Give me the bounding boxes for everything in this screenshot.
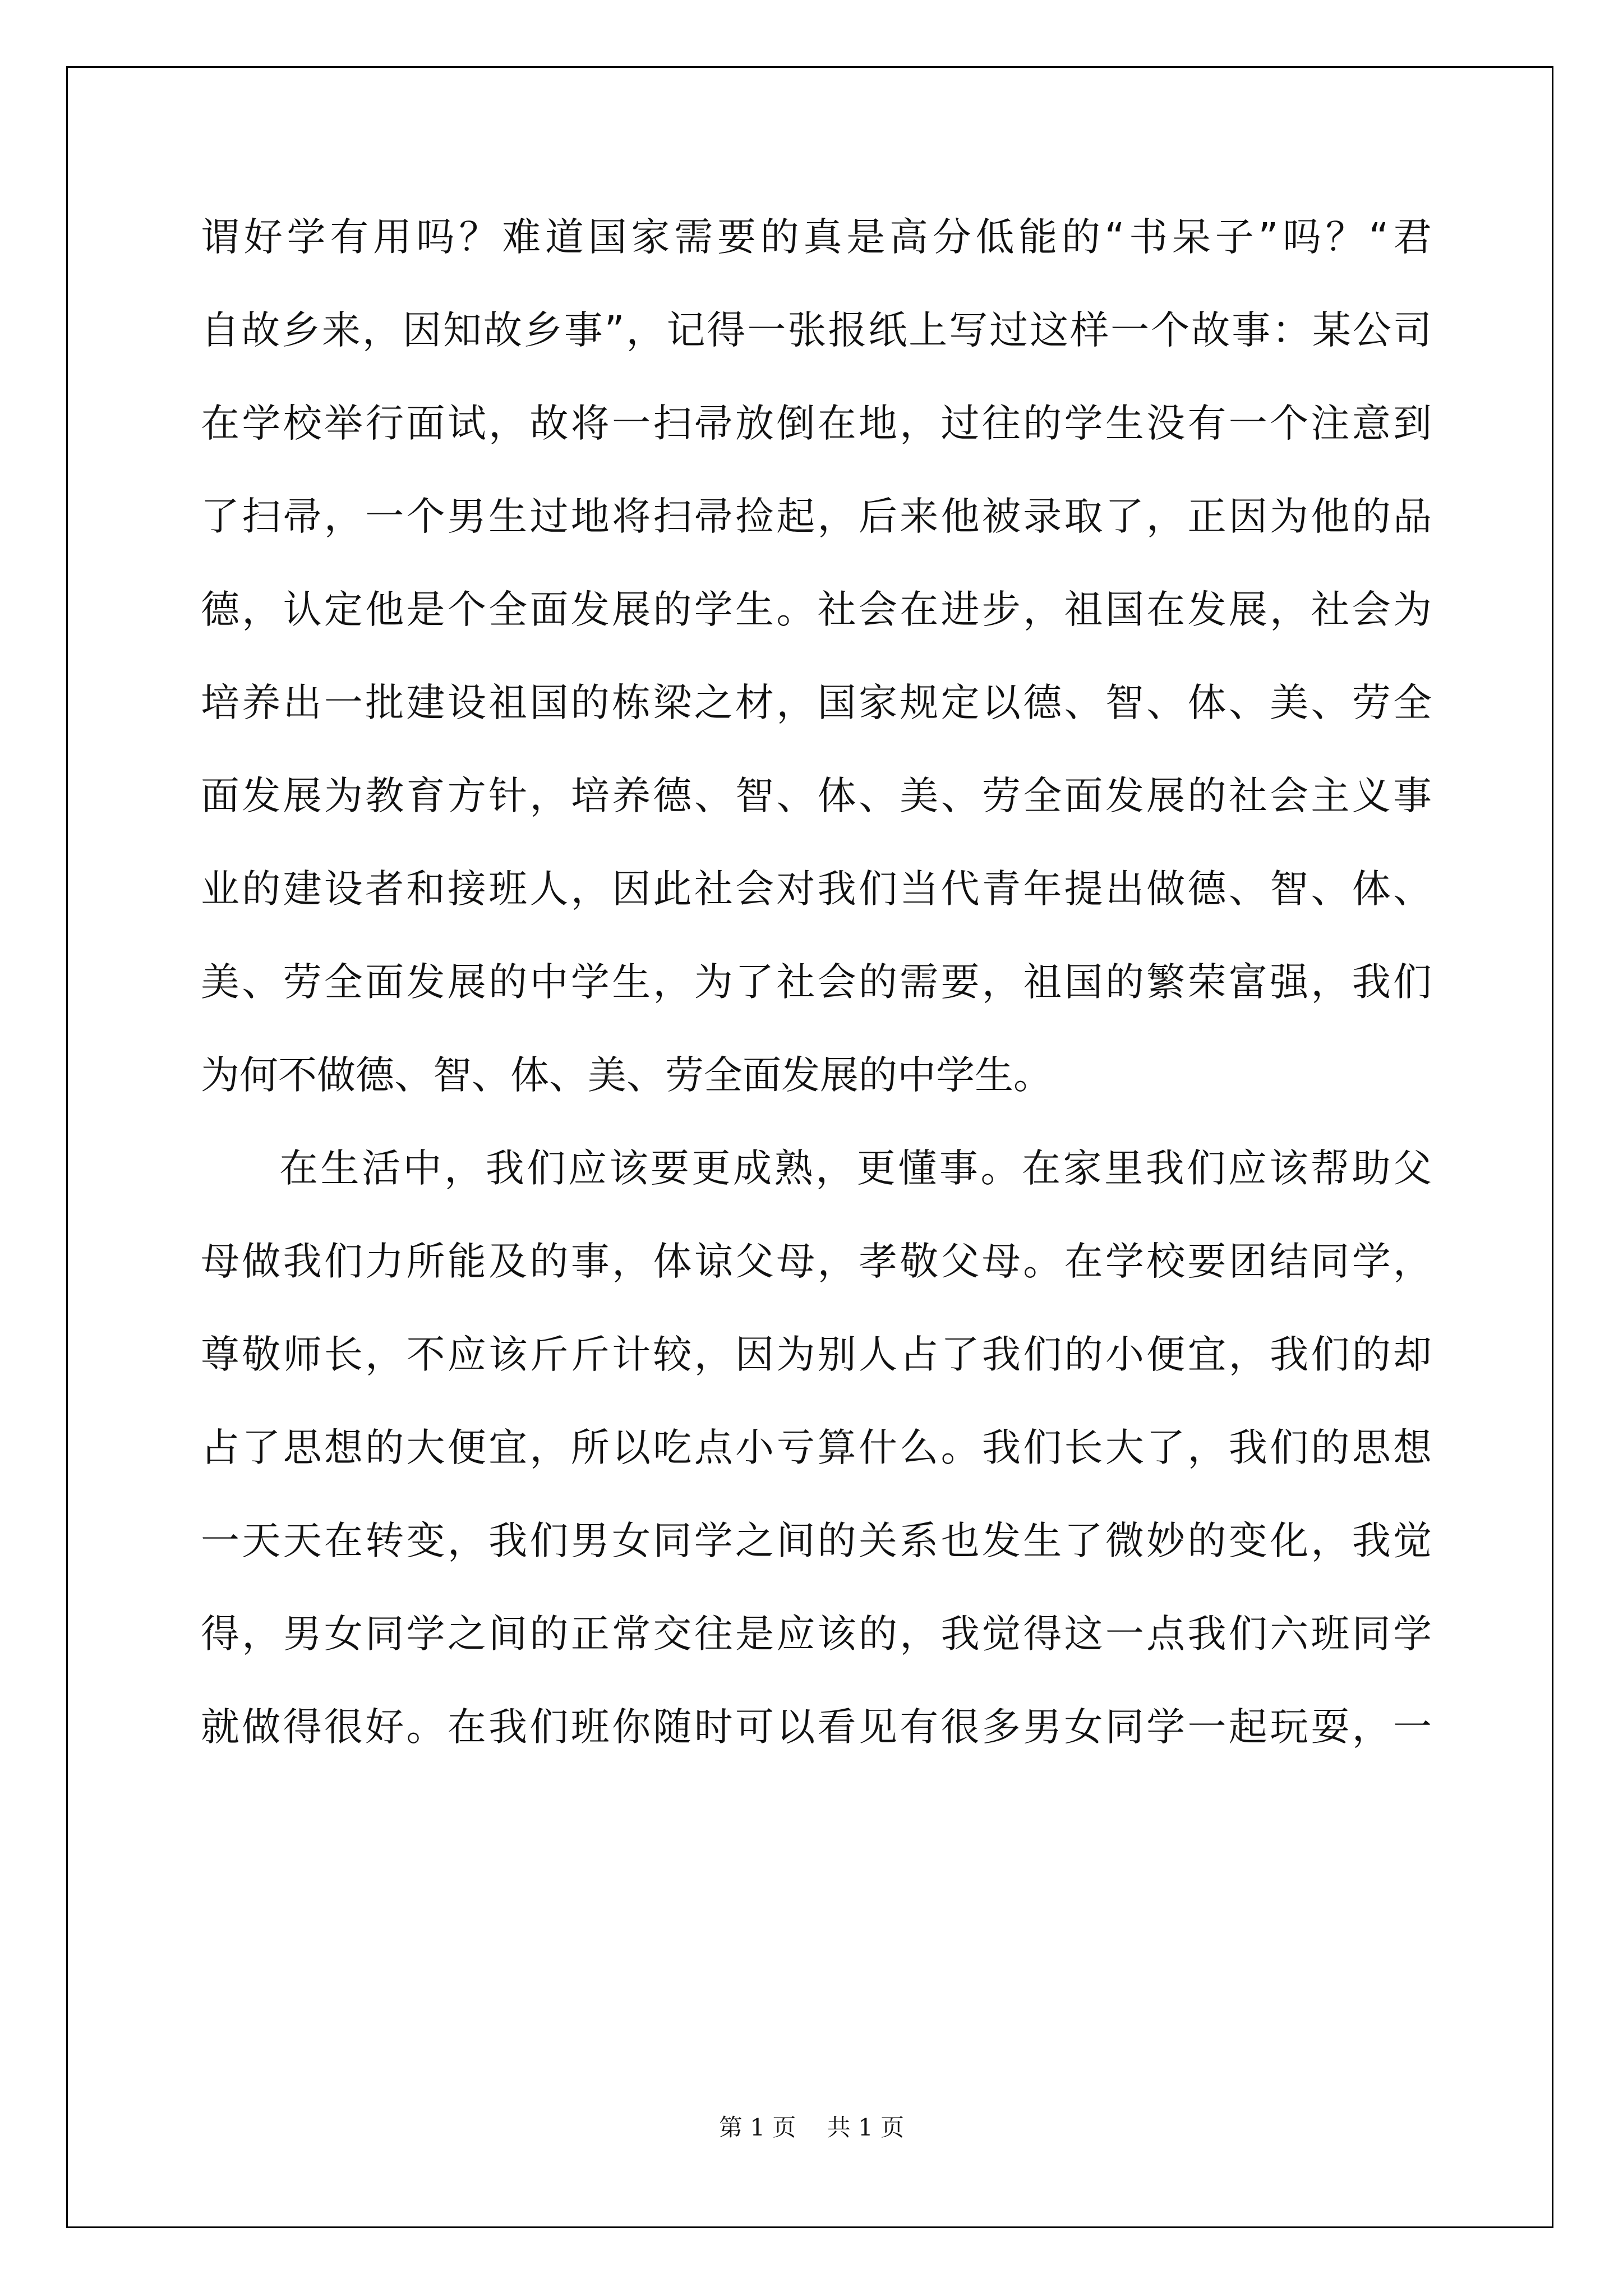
text-line: 母做我们力所能及的事，体谅父母，孝敬父母。在学校要团结同学， — [201, 1239, 1432, 1284]
text-line: 业的建设者和接班人，因此社会对我们当代青年提出做德、智、体、 — [201, 867, 1432, 912]
text-line: 在学校举行面试，故将一扫帚放倒在地，过往的学生没有一个注意到 — [201, 401, 1432, 446]
text-line: 在生活中，我们应该要更成熟，更懂事。在家里我们应该帮助父 — [279, 1146, 1432, 1191]
document-body — [201, 191, 1432, 1774]
text-line: 得，男女同学之间的正常交往是应该的，我觉得这一点我们六班同学 — [201, 1612, 1432, 1657]
paragraph-2 — [201, 1122, 1432, 1774]
text-line: 一天天在转变，我们男女同学之间的关系也发生了微妙的变化，我觉 — [201, 1519, 1432, 1563]
text-line: 了扫帚，一个男生过地将扫帚捡起，后来他被录取了，正因为他的品 — [201, 494, 1432, 539]
text-line: 谓好学有用吗？难道国家需要的真是高分低能的“书呆子”吗？“君 — [201, 215, 1432, 260]
text-line: 占了思想的大便宜，所以吃点小亏算什么。我们长大了，我们的思想 — [201, 1425, 1432, 1470]
text-line: 德，认定他是个全面发展的学生。社会在进步，祖国在发展，社会为 — [201, 587, 1432, 632]
text-line: 尊敬师长，不应该斤斤计较，因为别人占了我们的小便宜，我们的却 — [201, 1332, 1432, 1377]
text-line: 就做得很好。在我们班你随时可以看见有很多男女同学一起玩耍，一 — [201, 1705, 1432, 1750]
page-footer: 第 1 页 共 1 页 — [718, 2114, 905, 2141]
text-line: 自故乡来，因知故乡事”，记得一张报纸上写过这样一个故事：某公司 — [201, 308, 1432, 353]
text-line: 为何不做德、智、体、美、劳全面发展的中学生。 — [201, 1053, 1052, 1098]
text-line: 培养出一批建设祖国的栋梁之材，国家规定以德、智、体、美、劳全 — [201, 680, 1432, 725]
text-line: 面发展为教育方针，培养德、智、体、美、劳全面发展的社会主义事 — [201, 774, 1432, 818]
paragraph-1 — [201, 191, 1432, 1122]
text-line: 美、劳全面发展的中学生，为了社会的需要，祖国的繁荣富强，我们 — [201, 960, 1432, 1005]
